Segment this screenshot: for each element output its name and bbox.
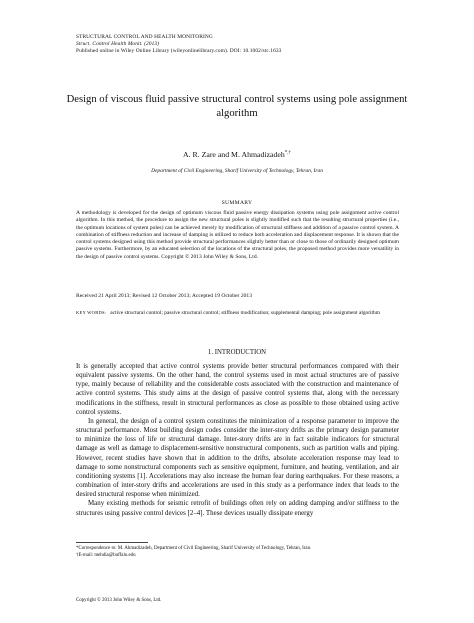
introduction-body [76,362,399,518]
summary-text: A methodology is developed for the design of optimum viscous fluid passive energy dissipation systems using pole assignment active control algorithm. In this method, the procedure to assign the new structural poles is slightly modified such that the resulting structural properties (i.e., the optimum locations of system poles) can be achieved merely by modification of structural stiffness and addition of a passive control system. A combination of stiffness reduction and increase of damping is utilized to reduce both acceleration and displacement response. It is shown that the control systems designed using this method provide structural performances slightly better than or close to those of ordinarily designed optimum passive systems. Furthermore, by an educated selection of the locations of the structural poles, the proposed method provides more versatility in the design of passive control systems. Copyright © 2013 John Wiley & Sons, Ltd. [76,210,399,260]
keywords [76,309,399,317]
intro-paragraph-3: Many existing methods for seismic retrofit of buildings often rely on adding damping and/or stiffness to the structures using passive control devices [2–4]. These devices usually dissipate energy [76,499,399,517]
article-title: Design of viscous fluid passive structural control systems using pole assignment algorithm [66,94,408,119]
author-names: A. R. Zare and M. Ahmadizadeh [182,150,285,159]
author-footnote-marks: *,† [284,150,291,156]
footnote-correspondence: *Correspondence to: M. Ahmadizadeh, Department of Civil Engineering, Sharif University of Technology, Tehran, Iran. [76,546,312,551]
journal-publication-info: Published online in Wiley Online Library (wileyonlinelibrary.com). DOI: 10.1002/stc.1633 [76,48,282,54]
footnote-email: †E-mail: mehdia@buffalo.edu [76,553,136,558]
section-heading-introduction: 1. INTRODUCTION [207,349,267,356]
article-authors [60,150,414,159]
keywords-text: active structural control; passive structural control; stiffness modification; supplemental damping; pole assignment algorithm [110,310,380,316]
journal-header [76,34,416,55]
author-affiliation: Department of Civil Engineering, Sharif University of Technology, Tehran, Iran [151,168,323,174]
copyright-notice: Copyright © 2013 John Wiley & Sons, Ltd. [76,598,162,603]
keywords-label: KEY WORDS: [76,310,107,315]
intro-paragraph-2: In general, the design of a control system constitutes the minimization of a response parameter to improve the structural performance. Most building design codes consider the inter-story drifts as the primary design parameter to minimize the loss of life or structural damage. Inter-story drifts are in fact suitable indicators for structural damage as well as damage to displacement-sensitive nonstructural components, such as partition walls and piping. However, recent studies have shown that in addition to the drifts, absolute acceleration response may lead to damage to some nonstructural components such as sensitive equipment, furniture, and heating, ventilation, and air conditioning systems [1]. Accelerations may also increase the human fear during earthquakes. For these reasons, a combination of inter-story drifts and accelerations are used in this study as a performance index that leads to the desired structural response when minimized. [76,416,399,499]
received-dates: Received 21 April 2013; Revised 12 October 2013; Accepted 19 October 2013 [76,293,253,299]
journal-citation: Struct. Control Health Monit. (2013) [76,41,160,47]
footnote-divider [76,542,148,543]
intro-paragraph-1: It is generally accepted that active control systems provide better structural performances compared with their equivalent passive systems. On the other hand, the control systems used in most actual structures are of passive type, mainly because of reliability and the considerable costs associated with the construction and maintenance of active control systems. This study aims at the design of passive control systems that, along with the necessary modifications in the stiffness, result in structural performances as close as possible to those obtained using active control systems. [76,362,399,416]
summary-heading: SUMMARY [221,200,253,206]
journal-name: STRUCTURAL CONTROL AND HEALTH MONITORING [76,34,213,40]
